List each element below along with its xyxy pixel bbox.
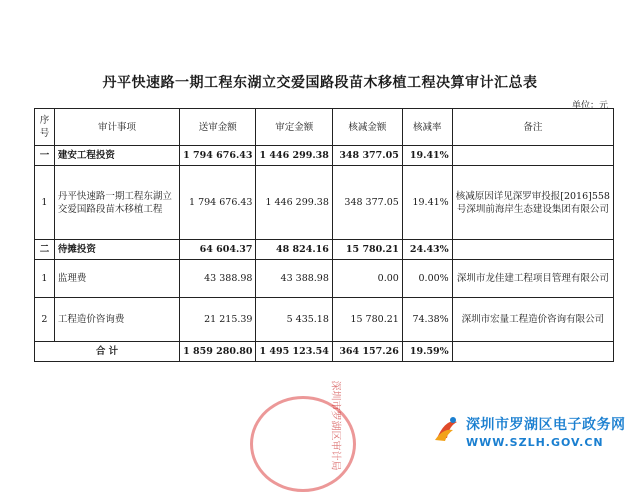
total-reduced: 364 157.26 [332, 342, 402, 362]
cell-item: 监理费 [54, 260, 179, 298]
cell-seq: 一 [35, 146, 55, 166]
col-header-rate: 核减率 [402, 109, 452, 146]
total-label: 合 计 [35, 342, 180, 362]
page-title: 丹平快速路一期工程东湖立交爱国路段苗木移植工程决算审计汇总表 [102, 75, 538, 91]
seal-text: 深圳市罗湖区审计局 [329, 380, 341, 471]
cell-note: 深圳市龙佳建工程项目管理有限公司 [452, 260, 613, 298]
col-header-item: 审计事项 [54, 109, 179, 146]
cell-rate: 19.41% [402, 166, 452, 240]
brand-url[interactable]: WWW.SZLH.GOV.CN [466, 436, 604, 449]
table-row [35, 146, 614, 166]
cell-reduced: 0.00 [332, 260, 402, 298]
cell-note: 核减原因详见深罗审投报[2016]558号深圳前海岸生态建设集团有限公司 [452, 166, 613, 240]
col-header-note: 备注 [452, 109, 613, 146]
cell-reduced: 348 377.05 [332, 166, 402, 240]
col-header-reduced: 核减金额 [332, 109, 402, 146]
brand-logo-icon [431, 414, 461, 444]
cell-approved: 48 824.16 [256, 240, 332, 260]
cell-approved: 1 446 299.38 [256, 146, 332, 166]
table-row [35, 166, 614, 240]
cell-approved: 5 435.18 [256, 298, 332, 342]
col-header-submitted: 送审金额 [180, 109, 256, 146]
cell-item: 工程造价咨询费 [54, 298, 179, 342]
cell-submitted: 21 215.39 [180, 298, 256, 342]
table-total-row [35, 342, 614, 362]
brand-name: 深圳市罗湖区电子政务网 [466, 417, 626, 433]
cell-item: 建安工程投资 [54, 146, 179, 166]
cell-reduced: 15 780.21 [332, 240, 402, 260]
total-approved: 1 495 123.54 [256, 342, 332, 362]
cell-approved: 43 388.98 [256, 260, 332, 298]
cell-submitted: 43 388.98 [180, 260, 256, 298]
cell-note [452, 146, 613, 166]
cell-rate: 0.00% [402, 260, 452, 298]
cell-reduced: 15 780.21 [332, 298, 402, 342]
cell-seq: 二 [35, 240, 55, 260]
cell-submitted: 64 604.37 [180, 240, 256, 260]
total-rate: 19.59% [402, 342, 452, 362]
cell-item: 待摊投资 [54, 240, 179, 260]
cell-item: 丹平快速路一期工程东湖立交爱国路段苗木移植工程 [54, 166, 179, 240]
cell-seq: 1 [35, 166, 55, 240]
cell-seq: 2 [35, 298, 55, 342]
cell-seq: 1 [35, 260, 55, 298]
table-row [35, 240, 614, 260]
cell-rate: 74.38% [402, 298, 452, 342]
cell-submitted: 1 794 676.43 [180, 166, 256, 240]
audit-summary-table [34, 108, 614, 362]
cell-note [452, 240, 613, 260]
cell-note: 深圳市宏量工程造价咨询有限公司 [452, 298, 613, 342]
cell-rate: 24.43% [402, 240, 452, 260]
cell-rate: 19.41% [402, 146, 452, 166]
cell-submitted: 1 794 676.43 [180, 146, 256, 166]
total-submitted: 1 859 280.80 [180, 342, 256, 362]
table-row [35, 298, 614, 342]
table-row [35, 260, 614, 298]
cell-reduced: 348 377.05 [332, 146, 402, 166]
col-header-approved: 审定金额 [256, 109, 332, 146]
brand-block [466, 414, 626, 449]
col-header-seq: 序号 [35, 109, 55, 146]
total-note [452, 342, 613, 362]
table-header-row [35, 109, 614, 146]
unit-label: 单位：元 [571, 101, 608, 111]
cell-approved: 1 446 299.38 [256, 166, 332, 240]
